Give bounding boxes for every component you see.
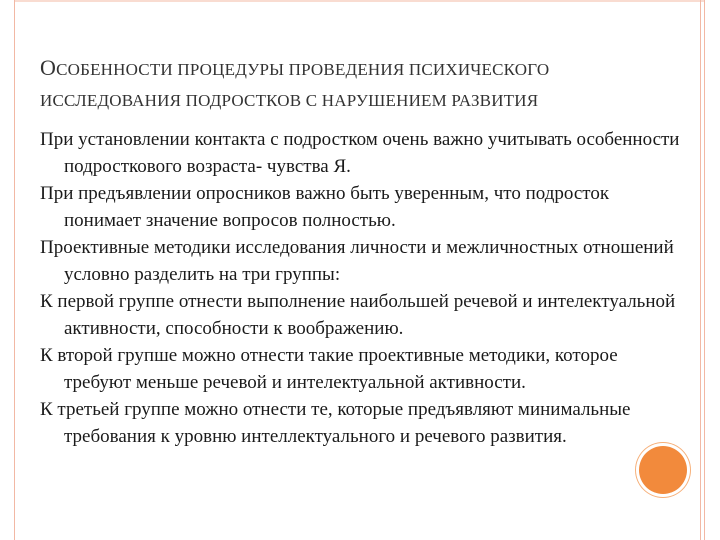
- slide-title: [40, 52, 680, 116]
- paragraph-3: Проективные методики исследования личности и межличностных отношений условно разделить на три группы:: [40, 237, 674, 285]
- frame-left-border: [14, 0, 15, 540]
- title-line-1: [40, 52, 680, 85]
- decorative-circle-icon: [639, 446, 687, 494]
- paragraph-1: При установлении контакта с подростком очень важно учитывать особенности подросткового возраста- чувства Я.: [40, 129, 680, 177]
- title-line-1-text: СОБЕННОСТИ ПРОЦЕДУРЫ ПРОВЕДЕНИЯ ПСИХИЧЕСКОГО: [56, 60, 550, 79]
- title-line-2: ИССЛЕДОВАНИЯ ПОДРОСТКОВ С НАРУШЕНИЕМ РАЗВИТИЯ: [40, 91, 539, 110]
- paragraph-4: К первой группе отнести выполнение наибольшей речевой и интелектуальной активности, способности к воображению.: [40, 291, 676, 339]
- paragraph-6: К третьей группе можно отнести те, которые предъявляют минимальные требования к уровню интеллектуального и речевого развития.: [40, 399, 631, 447]
- frame-right-border: [700, 0, 701, 540]
- slide-body: [40, 126, 680, 450]
- paragraph-2: При предъявлении опросников важно быть уверенным, что подросток понимает значение вопросов полностью.: [40, 183, 610, 231]
- title-first-letter: О: [40, 55, 57, 80]
- frame-top-border: [14, 0, 704, 2]
- frame-right-border-outer: [704, 0, 705, 540]
- paragraph-5: К второй групше можно отнести такие проективные методики, которое требуют меньше речевой и интелектуальной активности.: [40, 345, 618, 393]
